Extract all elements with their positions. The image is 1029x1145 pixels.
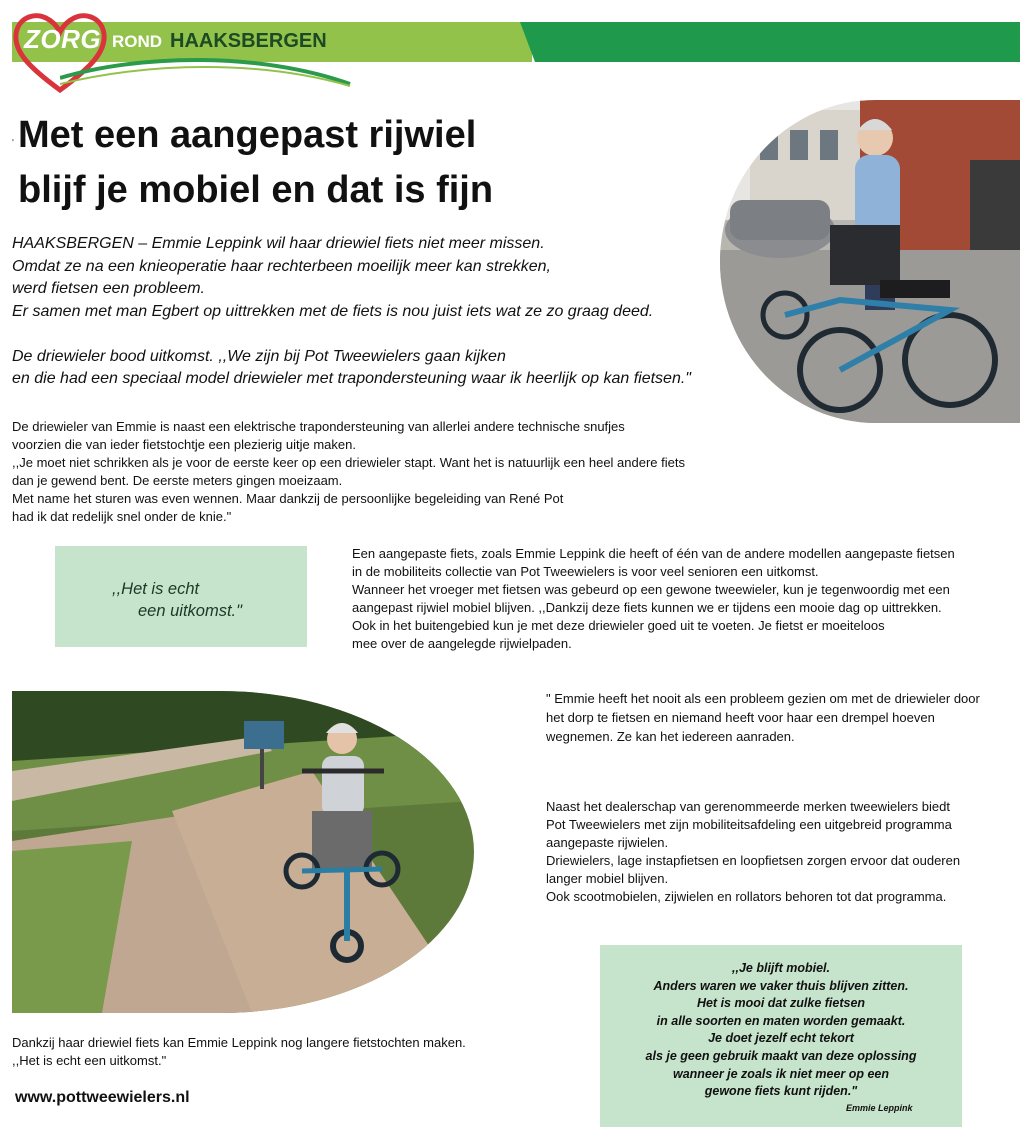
intro-line: Er samen met man Egbert op uittrekken met de fiets is nou juist iets wat ze zo graag deed. bbox=[12, 302, 654, 320]
body-line: dan je gewend bent. De eerste meters gingen moeizaam. bbox=[12, 473, 343, 488]
body-line: wegnemen. Ze kan het iedereen aanraden. bbox=[546, 729, 795, 744]
pull-quote-line: in alle soorten en maten worden gemaakt. bbox=[656, 1013, 906, 1028]
intro-line: De driewieler bood uitkomst. ,,We zijn bij Pot Tweewielers gaan kijken bbox=[12, 347, 506, 365]
logo-word-rond: ROND bbox=[112, 32, 163, 51]
body-line: het dorp te fietsen en niemand heeft voor haar een drempel hoeven bbox=[546, 710, 935, 725]
photo-woman-riding-tricycle bbox=[12, 691, 474, 1013]
body-line: voorzien die van ieder fietstochtje een plezierig uitje maken. bbox=[12, 437, 356, 452]
body-paragraph-3 bbox=[546, 689, 1016, 746]
body-line: Naast het dealerschap van gerenommeerde merken tweewielers biedt bbox=[546, 799, 950, 814]
body-paragraph-4 bbox=[546, 798, 1016, 906]
body-line: Wanneer het vroeger met fietsen was gebeurd op een gewone tweewieler, kun je tegenwoordig met een bbox=[352, 582, 950, 597]
intro-line: HAAKSBERGEN – Emmie Leppink wil haar driewiel fiets niet meer missen. bbox=[12, 235, 545, 252]
body-line: langer mobiel blijven. bbox=[546, 871, 669, 886]
caption-line: ,,Het is echt een uitkomst." bbox=[12, 1053, 167, 1068]
logo-word-zorg: ZORG bbox=[24, 24, 102, 54]
pull-quote-line: Anders waren we vaker thuis blijven zitten. bbox=[653, 978, 909, 993]
stray-mark: ' bbox=[12, 138, 14, 149]
body-line: " Emmie heeft het nooit als een probleem gezien om met de driewieler door bbox=[546, 691, 980, 706]
quote-author: Emmie Leppink bbox=[846, 1103, 913, 1113]
intro-line bbox=[12, 323, 772, 346]
pull-quote-line: wanneer je zoals ik niet meer op een bbox=[672, 1066, 890, 1081]
body-line: mee over de aangelegde rijwielpaden. bbox=[352, 636, 572, 651]
pull-quote-line: ,,Je blijft mobiel. bbox=[732, 961, 830, 975]
body-line: Pot Tweewielers met zijn mobiliteitsafdeling een uitgebreid programma bbox=[546, 817, 952, 832]
body-line: Een aangepaste fiets, zoals Emmie Leppink die heeft of één van de andere modellen aangepaste fietsen bbox=[352, 546, 955, 561]
title-line-2: blijf je mobiel en dat is fijn bbox=[18, 169, 494, 211]
pull-quote-line: ,,Het is echt bbox=[112, 580, 200, 598]
body-line: aangepaste rijwielen. bbox=[546, 835, 669, 850]
body-line: in de mobiliteits collectie van Pot Tweewielers is voor veel senioren een uitkomst. bbox=[352, 564, 819, 579]
article-title bbox=[18, 108, 638, 218]
header-banner-dark bbox=[520, 22, 1020, 62]
body-line: aangepast rijwiel mobiel blijven. ,,Dankzij deze fiets kunnen we er tijdens een mooie dag op uittrekken. bbox=[352, 600, 942, 615]
body-line: Driewielers, lage instapfietsen en loopfietsen zorgen ervoor dat ouderen bbox=[546, 853, 961, 868]
photo-woman-with-tricycle bbox=[720, 100, 1020, 423]
body-line: Met name het sturen was even wennen. Maar dankzij de persoonlijke begeleiding van René Pot bbox=[12, 491, 564, 506]
body-line: Ook in het buitengebied kun je met deze driewieler goed uit te voeten. Je fietst er moeiteloos bbox=[352, 618, 885, 633]
intro-line: en die had een speciaal model driewieler met trapondersteuning waar ik heerlijk op kan fietsen." bbox=[12, 370, 691, 387]
intro-line: Omdat ze na een knieoperatie haar rechterbeen moeilijk meer kan strekken, bbox=[12, 257, 551, 275]
body-line: had ik dat redelijk snel onder de knie." bbox=[12, 509, 232, 524]
body-paragraph-1 bbox=[12, 418, 742, 526]
body-line: Ook scootmobielen, zijwielen en rollators behoren tot dat programma. bbox=[546, 889, 947, 904]
title-line-1: Met een aangepast rijwiel bbox=[18, 114, 477, 156]
intro-text bbox=[12, 233, 772, 391]
pull-quote-line: Het is mooi dat zulke fietsen bbox=[696, 996, 866, 1011]
intro-line: werd fietsen een probleem. bbox=[12, 280, 205, 297]
body-paragraph-2 bbox=[352, 545, 1012, 653]
body-line: De driewieler van Emmie is naast een elektrische trapondersteuning van allerlei andere technische snufjes bbox=[12, 419, 625, 434]
website-link[interactable]: www.pottweewielers.nl bbox=[15, 1089, 190, 1106]
logo-word-haaksbergen: HAAKSBERGEN bbox=[170, 30, 327, 52]
pull-quote-2 bbox=[600, 960, 962, 1101]
body-line: ,,Je moet niet schrikken als je voor de eerste keer op een driewieler stapt. Want het is natuurlijk een heel andere fiets bbox=[12, 455, 685, 470]
caption-line: Dankzij haar driewiel fiets kan Emmie Leppink nog langere fietstochten maken. bbox=[12, 1035, 466, 1050]
pull-quote-line: gewone fiets kunt rijden." bbox=[704, 1084, 858, 1099]
photo-caption bbox=[12, 1034, 532, 1070]
pull-quote-line: als je geen gebruik maakt van deze oplossing bbox=[645, 1048, 917, 1063]
pull-quote-1 bbox=[112, 578, 242, 622]
swoosh-decoration bbox=[60, 48, 360, 88]
pull-quote-line: een uitkomst." bbox=[138, 602, 242, 620]
pull-quote-line: Je doet jezelf echt tekort bbox=[708, 1031, 854, 1046]
